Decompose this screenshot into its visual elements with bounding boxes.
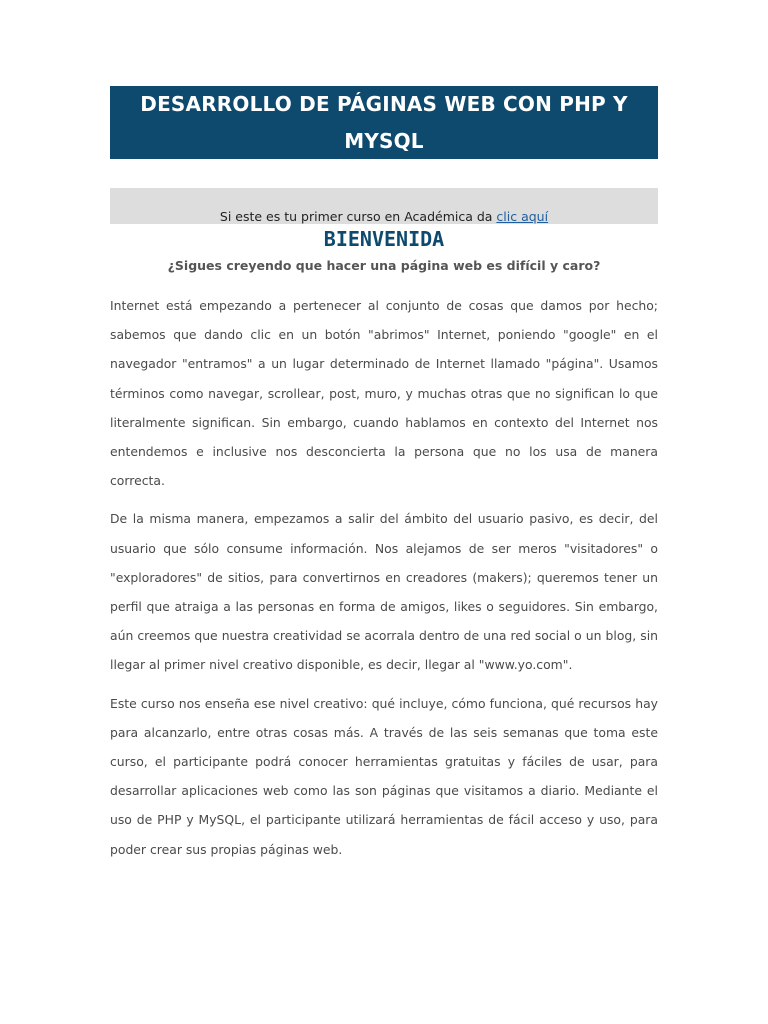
page-title-banner (110, 86, 658, 159)
welcome-question: ¿Sigues creyendo que hacer una página web es difícil y caro? (167, 258, 601, 273)
document-page (110, 86, 658, 864)
body-paragraph-3: Este curso nos enseña ese nivel creativo: qué incluye, cómo funciona, qué recursos hay para alcanzarlo, entre otras cosas más. A través de las seis semanas que toma este curso, el participante podrá conocer herramientas gratuitas y fáciles de usar, para desarrollar aplicaciones web como las son páginas que visitamos a diario. Mediante el uso de PHP y MySQL, el participante utilizará herramientas de fácil acceso y uso, para poder crear sus propias páginas web. (110, 695, 658, 857)
click-here-link[interactable]: clic aquí (496, 209, 549, 224)
welcome-heading: BIENVENIDA (323, 227, 445, 251)
first-course-notice (110, 188, 658, 224)
body-paragraph-2: De la misma manera, empezamos a salir del ámbito del usuario pasivo, es decir, del usuario que sólo consume información. Nos alejamos de ser meros "visitadores" o "exploradores" de sitios, para convertirnos en creadores (makers); queremos tener un perfil que atraiga a las personas en forma de amigos, likes o seguidores. Sin embargo, aún creemos que nuestra creatividad se acorrala dentro de una red social o un blog, sin llegar al primer nivel creativo disponible, es decir, llegar al "www.yo.com". (110, 511, 658, 673)
body-paragraph-1: Internet está empezando a pertenecer al conjunto de cosas que damos por hecho; sabemos que dando clic en un botón "abrimos" Internet, poniendo "google" en el navegador "entramos" a un lugar determinado de Internet llamado "página". Usamos términos como navegar, scrollear, post, muro, y muchas otras que no significan lo que literalmente significan. Sin embargo, cuando hablamos en contexto del Internet nos entendemos e inclusive nos desconcierta la persona que no los usa de manera correcta. (110, 298, 658, 489)
notice-text-line (110, 209, 658, 224)
page-title: DESARROLLO DE PÁGINAS WEB CON PHP Y MYSQL (140, 92, 628, 153)
notice-text: Si este es tu primer curso en Académica da (219, 209, 497, 224)
